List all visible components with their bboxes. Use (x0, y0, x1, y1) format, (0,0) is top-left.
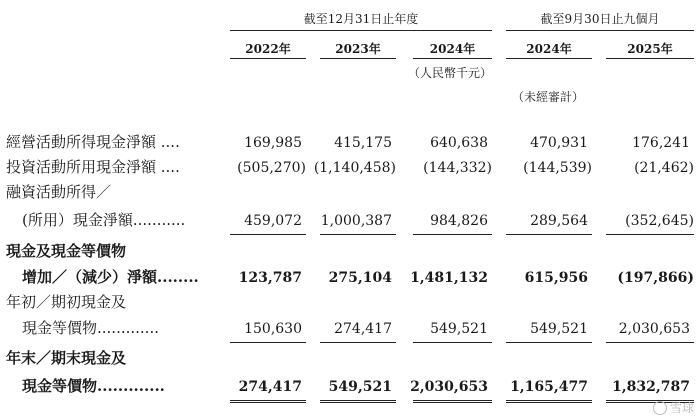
col-rule-2025-9m (606, 58, 694, 59)
total-rule-2025-9m (606, 342, 694, 343)
cell-closing-2023: 549,521 (328, 379, 392, 395)
cell-financing-2024-fy: 984,826 (430, 213, 488, 229)
cell-investing-2025-9m: (21,462) (634, 160, 694, 176)
row-label-opening-1: 年初／期初現金及 (6, 293, 127, 311)
col-header-2022: 2022年 (245, 42, 291, 56)
nine-months-group-rule (506, 30, 694, 31)
fiscal-year-group-rule (230, 30, 492, 31)
cell-opening-2025-9m: 2,030,653 (618, 321, 690, 337)
row-label-financing-1: 融資活動所得／ (6, 183, 112, 201)
cell-operating-2024-fy: 640,638 (430, 135, 488, 151)
row-label-investing: 投資活動所用現金淨額 .... (6, 158, 180, 176)
col-rule-2022 (230, 58, 306, 59)
cell-opening-2024-fy: 549,521 (430, 321, 488, 337)
cell-financing-2024-9m: 289,564 (530, 213, 588, 229)
total-rule-2023 (320, 342, 396, 343)
cell-financing-2025-9m: (352,645) (625, 213, 694, 229)
subtotal-rule-2024-fy (413, 234, 492, 235)
cell-net-change-2024-fy: 1,481,132 (410, 270, 488, 286)
cell-net-change-2024-9m: 615,956 (524, 270, 588, 286)
double-rule-2024-9m (506, 400, 592, 403)
cell-net-change-2023: 275,104 (328, 270, 392, 286)
col-rule-2024-9m (506, 58, 592, 59)
subtotal-rule-2025-9m (606, 234, 694, 235)
snowball-logo-icon (653, 401, 667, 415)
cell-operating-2024-9m: 470,931 (530, 135, 588, 151)
row-label-closing-1: 年末／期末現金及 (6, 349, 127, 367)
unit-note: （人民幣千元） (408, 66, 493, 80)
cell-closing-2022: 274,417 (238, 379, 302, 395)
cell-opening-2024-9m: 549,521 (530, 321, 588, 337)
fiscal-year-group-header: 截至12月31日止年度 (303, 12, 419, 26)
col-rule-2024-fy (413, 58, 492, 59)
watermark (653, 399, 694, 416)
cell-opening-2023: 274,417 (334, 321, 392, 337)
row-label-financing-2: (所用）現金淨額........... (22, 211, 186, 229)
subtotal-rule-2023 (320, 234, 396, 235)
subtotal-rule-2024-9m (506, 234, 592, 235)
subtotal-rule-2022 (230, 234, 306, 235)
cell-net-change-2025-9m: (197,866) (617, 270, 694, 286)
row-label-net-change-2: 增加／（減少）淨額........ (22, 268, 199, 286)
row-label-closing-2: 現金等價物............. (22, 377, 165, 395)
row-label-net-change-1: 現金及現金等價物 (6, 242, 127, 260)
cell-financing-2022: 459,072 (244, 213, 302, 229)
col-header-2024-9m: 2024年 (526, 42, 572, 56)
cell-operating-2025-9m: 176,241 (632, 135, 690, 151)
double-rule-2022 (230, 400, 306, 403)
cell-operating-2023: 415,175 (334, 135, 392, 151)
cell-operating-2022: 169,985 (244, 135, 302, 151)
total-rule-2024-fy (413, 342, 492, 343)
cell-investing-2022: (505,270) (237, 160, 306, 176)
watermark-text: 雪球 (669, 401, 694, 415)
unaudited-note: （未經審計） (512, 90, 585, 104)
col-header-2024-fy: 2024年 (429, 42, 476, 56)
double-rule-2024-fy (413, 400, 492, 403)
cell-closing-2024-9m: 1,165,477 (510, 379, 588, 395)
cell-closing-2025-9m: 1,832,787 (612, 379, 690, 395)
cell-net-change-2022: 123,787 (238, 270, 302, 286)
cell-closing-2024-fy: 2,030,653 (410, 379, 488, 395)
cell-financing-2023: 1,000,387 (320, 213, 392, 229)
cell-investing-2024-9m: (144,539) (523, 160, 592, 176)
double-rule-2023 (320, 400, 396, 403)
col-rule-2023 (320, 58, 396, 59)
nine-months-group-header: 截至9月30日止九個月 (540, 12, 660, 26)
row-label-operating: 經營活動所得現金淨額 .... (6, 133, 180, 151)
cell-investing-2024-fy: (144,332) (423, 160, 492, 176)
cell-investing-2023: (1,140,458) (313, 160, 396, 176)
cell-opening-2022: 150,630 (244, 321, 302, 337)
total-rule-2022 (230, 342, 306, 343)
col-header-2025-9m: 2025年 (627, 42, 673, 56)
row-label-opening-2: 現金等價物............. (22, 319, 159, 337)
total-rule-2024-9m (506, 342, 592, 343)
col-header-2023: 2023年 (335, 42, 381, 56)
